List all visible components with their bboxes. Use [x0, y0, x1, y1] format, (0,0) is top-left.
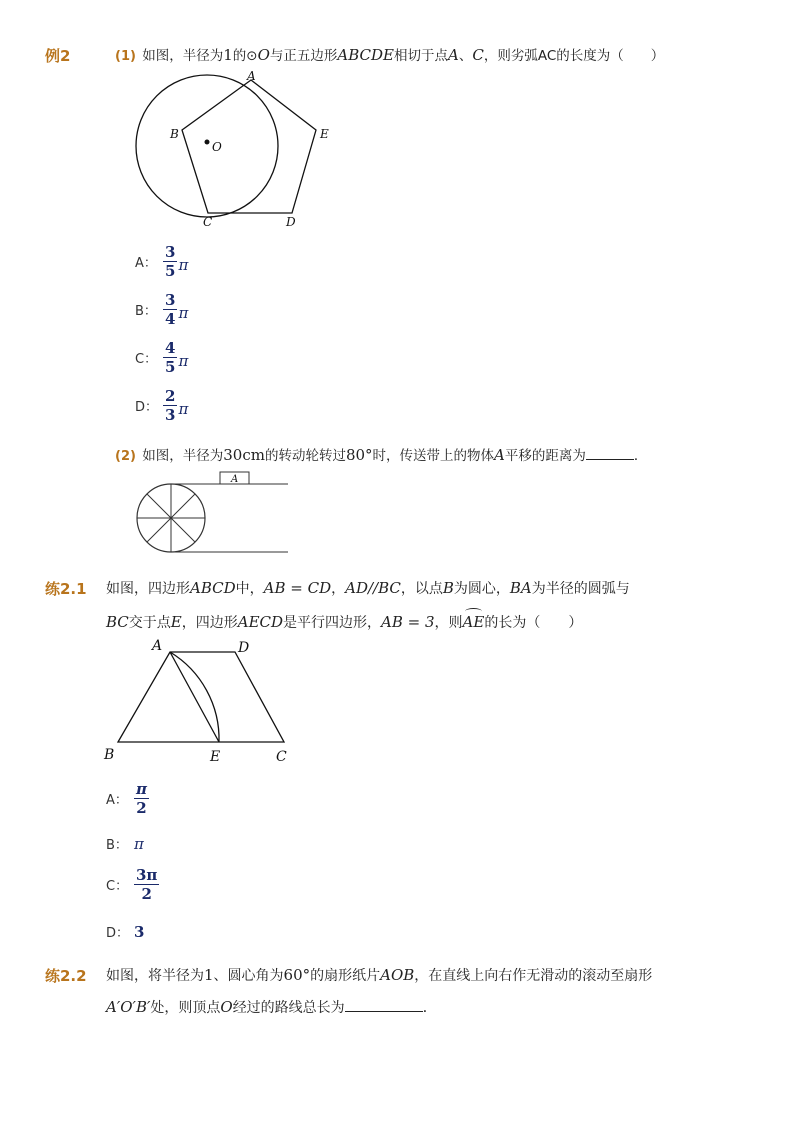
option-label: B： — [135, 304, 157, 319]
numerator: 3 — [165, 243, 176, 261]
p21-text: ，四边形 — [181, 615, 238, 631]
q1-text-5: ，则劣弧 — [483, 48, 538, 64]
p21-eq: AB = CD — [263, 579, 332, 597]
q1-text-3: 与正五边形 — [269, 48, 338, 64]
conveyor-wheel-figure — [130, 468, 300, 558]
q1-option-a[interactable] — [135, 243, 188, 280]
p22-text: 、圆心角为 — [213, 968, 284, 984]
denominator: 2 — [136, 799, 147, 817]
p21-text: ，以点 — [400, 581, 443, 597]
circle-O — [136, 75, 278, 217]
q1-radius: 1 — [223, 46, 233, 64]
p22-answer-blank[interactable] — [345, 997, 423, 1012]
denominator: 2 — [141, 885, 152, 903]
q1-number: (1) — [115, 49, 136, 64]
fig1-label-E: E — [320, 127, 329, 141]
p22-text: 经过的路线总长为 — [232, 1000, 345, 1016]
q1-sep: 、 — [458, 48, 473, 64]
fig1-label-D: D — [286, 215, 296, 229]
p21-line1 — [106, 578, 630, 599]
p22-text: ，在直线上向右作无滑动的滚动至扇形 — [414, 968, 653, 984]
center-dot — [205, 140, 210, 145]
fig1-label-A: A — [247, 69, 256, 83]
q1-text-1: 如图，半径为 — [142, 48, 224, 64]
p21-option-d[interactable] — [106, 922, 144, 941]
p22-line2 — [106, 997, 437, 1018]
q1-point-C: C — [472, 46, 484, 64]
option-label: C： — [106, 879, 129, 894]
option-fraction — [163, 291, 177, 328]
quad-ABCD — [118, 652, 284, 742]
p22-text: 如图，将半径为 — [106, 968, 204, 984]
option-label: A： — [106, 793, 128, 808]
numerator: 3 — [165, 291, 176, 309]
fig3-label-A: A — [152, 638, 163, 654]
q1-option-b[interactable] — [135, 291, 188, 328]
numerator: 2 — [165, 387, 176, 405]
q2-text-1: 如图，半径为 — [142, 448, 224, 464]
option-value: 3 — [134, 922, 145, 941]
option-fraction — [163, 387, 177, 424]
fig3-label-D: D — [238, 640, 250, 656]
q2-answer-blank[interactable] — [586, 445, 634, 460]
p22-point-O: O — [220, 998, 233, 1016]
q1-text-4: 相切于点 — [394, 48, 448, 64]
trapezoid-arc-figure — [100, 636, 300, 766]
fig3-label-C: C — [276, 749, 287, 765]
pi-symbol: π — [178, 255, 189, 274]
numerator: 3π — [136, 866, 158, 884]
q1-point-A: A — [448, 46, 459, 64]
q1-option-c[interactable] — [135, 339, 188, 376]
denominator: 3 — [165, 406, 176, 424]
p22-sector: AOB — [380, 966, 415, 984]
p21-option-b[interactable] — [106, 834, 144, 853]
numerator: π — [136, 780, 147, 798]
q2-end: ． — [633, 448, 648, 464]
segment-AE — [170, 652, 219, 742]
option-value: π — [134, 834, 144, 853]
option-label: D： — [106, 926, 130, 941]
p21-parallelogram: AECD — [237, 613, 284, 631]
p21-eq: AB = 3 — [381, 613, 435, 631]
q2-number: (2) — [115, 449, 136, 464]
p21-text: 为半径的圆弧与 — [531, 581, 630, 597]
p22-radius: 1 — [204, 966, 214, 984]
p21-text: ，则 — [434, 615, 463, 631]
q2-text-4: 平移的距离为 — [504, 448, 586, 464]
p22-text: 处，则顶点 — [150, 1000, 221, 1016]
fig3-label-B: B — [104, 747, 115, 763]
p21-point-B: B — [442, 579, 454, 597]
p21-radius: BA — [509, 579, 532, 597]
p21-text: 的长为（ ） — [484, 615, 583, 631]
p21-text: 是平行四边形， — [283, 615, 382, 631]
p21-text: 中， — [235, 581, 264, 597]
p22-line1 — [106, 965, 652, 986]
p21-line2 — [106, 612, 582, 633]
pentagon-ABCDE — [182, 80, 316, 213]
p21-quad: ABCD — [190, 579, 236, 597]
fig1-label-B: B — [170, 127, 179, 141]
pi-symbol: π — [178, 399, 189, 418]
p21-segment: BC — [106, 613, 129, 631]
q1-text-6: 的长度为（ ） — [556, 48, 665, 64]
practice-tag: 练2.2 — [45, 967, 87, 985]
q2-stem — [115, 445, 647, 467]
q2-angle: 80° — [345, 446, 373, 464]
p22-end: ． — [422, 1000, 437, 1016]
option-fraction — [163, 243, 177, 280]
p22-sector-final: A′O′B′ — [106, 998, 151, 1016]
q1-stem — [115, 45, 664, 67]
denominator: 5 — [165, 358, 176, 376]
option-fraction — [163, 339, 177, 376]
option-label: D： — [135, 400, 159, 415]
q1-pentagon: ABCDE — [337, 46, 394, 64]
denominator: 5 — [165, 262, 176, 280]
p21-parallel: AD//BC — [345, 579, 401, 597]
p21-arc: AE — [462, 613, 485, 631]
practice-tag: 练2.1 — [45, 580, 87, 598]
p21-text: ， — [331, 581, 346, 597]
p21-text: 为圆心， — [453, 581, 510, 597]
option-fraction — [134, 866, 159, 903]
p22-text: 的扇形纸片 — [310, 968, 381, 984]
q1-text-2: 的⊙ — [232, 48, 258, 64]
fig1-label-C: C — [203, 215, 213, 229]
option-label: C： — [135, 352, 158, 367]
pi-symbol: π — [178, 303, 189, 322]
q2-text-3: 时，传送带上的物体 — [372, 448, 495, 464]
p21-text: 如图，四边形 — [106, 581, 190, 597]
q1-arc: AC — [537, 48, 557, 64]
p22-angle: 60° — [283, 966, 311, 984]
fig1-label-O: O — [212, 140, 222, 154]
q1-option-d[interactable] — [135, 387, 188, 424]
fig3-label-E: E — [210, 749, 221, 765]
p21-text: 交于点 — [128, 615, 171, 631]
numerator: 4 — [165, 339, 176, 357]
p21-option-c[interactable] — [106, 866, 159, 903]
fig2-label-A: A — [231, 474, 239, 485]
q1-circle-O: O — [257, 46, 270, 64]
q2-text-2: 的转动轮转过 — [264, 448, 346, 464]
q2-object-A: A — [494, 446, 505, 464]
pentagon-circle-figure — [130, 68, 340, 233]
p21-point-E: E — [170, 613, 182, 631]
example-tag: 例2 — [45, 47, 71, 65]
option-fraction — [134, 780, 149, 817]
pi-symbol: π — [178, 351, 189, 370]
option-label: B： — [106, 838, 128, 853]
q2-radius: 30cm — [223, 446, 265, 464]
option-label: A： — [135, 256, 157, 271]
p21-option-a[interactable] — [106, 780, 149, 817]
denominator: 4 — [165, 310, 176, 328]
